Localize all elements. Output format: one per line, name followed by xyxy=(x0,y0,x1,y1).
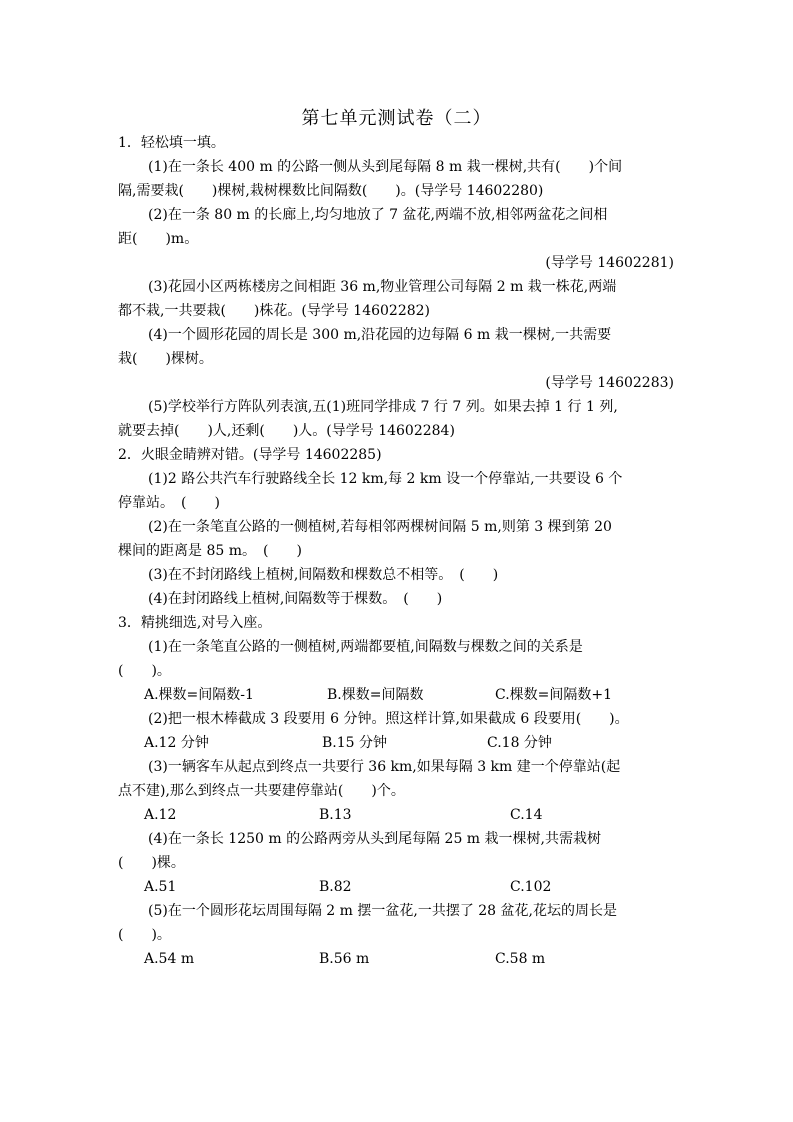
section-1-heading: 1．轻松填一填。 xyxy=(118,135,225,151)
s3-q5-option-a: A.54 m xyxy=(144,951,195,967)
s1-q5-line1: (5)学校举行方阵队列表演,五(1)班同学排成 7 行 7 列。如果去掉 1 行 1 列, xyxy=(148,399,618,415)
s3-q3-line1: (3)一辆客车从起点到终点一共要行 36 km,如果每隔 3 km 建一个停靠站(起 xyxy=(148,759,621,775)
s3-q4-option-c: C.102 xyxy=(510,879,552,895)
s2-q1-line1: (1)2 路公共汽车行驶路线全长 12 km,每 2 km 设一个停靠站,一共要设 6 个 xyxy=(148,471,623,487)
s1-q2-ref: (导学号 14602281) xyxy=(545,255,674,271)
s3-q4-line2: ( )棵。 xyxy=(118,855,185,871)
s1-q2-line1: (2)在一条 80 m 的长廊上,均匀地放了 7 盆花,两端不放,相邻两盆花之间相 xyxy=(148,207,608,223)
s3-q5-line1: (5)在一个圆形花坛周围每隔 2 m 摆一盆花,一共摆了 28 盆花,花坛的周长是 xyxy=(148,903,617,919)
s3-q2-option-c: C.18 分钟 xyxy=(487,735,552,751)
s3-q5-option-c: C.58 m xyxy=(495,951,546,967)
s3-q2-option-b: B.15 分钟 xyxy=(322,735,388,751)
s3-q1-line2: ( )。 xyxy=(118,663,171,679)
s1-q5-line2: 就要去掉( )人,还剩( )人。(导学号 14602284) xyxy=(118,423,455,439)
s3-q5-option-b: B.56 m xyxy=(319,951,370,967)
s3-q4-option-b: B.82 xyxy=(319,879,352,895)
s3-q1-option-a: A.棵数=间隔数-1 xyxy=(144,687,254,703)
section-3-heading: 3．精挑细选,对号入座。 xyxy=(118,615,272,631)
s3-q1-line1: (1)在一条笔直公路的一侧植树,两端都要植,间隔数与棵数之间的关系是 xyxy=(148,639,583,655)
s3-q4-line1: (4)在一条长 1250 m 的公路两旁从头到尾每隔 25 m 栽一棵树,共需栽树 xyxy=(148,831,601,847)
section-2-heading: 2．火眼金睛辨对错。(导学号 14602285) xyxy=(118,447,382,463)
s3-q4-option-a: A.51 xyxy=(144,879,177,895)
s3-q1-option-b: B.棵数=间隔数 xyxy=(327,687,424,703)
s3-q3-option-a: A.12 xyxy=(144,807,177,823)
page-title: 第七单元测试卷（二） xyxy=(301,108,492,129)
s3-q5-line2: ( )。 xyxy=(118,927,171,943)
s3-q2: (2)把一根木棒截成 3 段要用 6 分钟。照这样计算,如果截成 6 段要用( )。 xyxy=(148,711,629,727)
s3-q1-option-c: C.棵数=间隔数+1 xyxy=(495,687,613,703)
s3-q3-option-b: B.13 xyxy=(319,807,352,823)
s1-q2-line2: 距( )m。 xyxy=(118,231,199,247)
s2-q2-line1: (2)在一条笔直公路的一侧植树,若每相邻两棵树间隔 5 m,则第 3 棵到第 20 xyxy=(148,519,612,535)
s3-q2-option-a: A.12 分钟 xyxy=(144,735,209,751)
s3-q3-line2: 点不建),那么到终点一共要建停靠站( )个。 xyxy=(118,783,405,799)
s1-q3-line1: (3)花园小区两栋楼房之间相距 36 m,物业管理公司每隔 2 m 栽一株花,两端 xyxy=(148,279,617,295)
s1-q1-line1: (1)在一条长 400 m 的公路一侧从头到尾每隔 8 m 栽一棵树,共有( )个间 xyxy=(148,159,623,175)
s2-q2-line2: 棵间的距离是 85 m。 ( ) xyxy=(118,543,302,559)
s2-q1-line2: 停靠站。 ( ) xyxy=(118,495,220,511)
s3-q3-option-c: C.14 xyxy=(510,807,543,823)
s2-q3: (3)在不封闭路线上植树,间隔数和棵数总不相等。 ( ) xyxy=(148,567,499,583)
s1-q3-line2: 都不栽,一共要栽( )株花。(导学号 14602282) xyxy=(118,303,431,319)
s1-q1-line2: 隔,需要栽( )棵树,栽树棵数比间隔数( )。(导学号 14602280) xyxy=(118,183,544,199)
s1-q4-line1: (4)一个圆形花园的周长是 300 m,沿花园的边每隔 6 m 栽一棵树,一共需要 xyxy=(148,327,612,343)
s1-q4-line2: 栽( )棵树。 xyxy=(118,351,213,367)
s2-q4: (4)在封闭路线上植树,间隔数等于棵数。 ( ) xyxy=(148,591,443,607)
s1-q4-ref: (导学号 14602283) xyxy=(545,375,674,391)
